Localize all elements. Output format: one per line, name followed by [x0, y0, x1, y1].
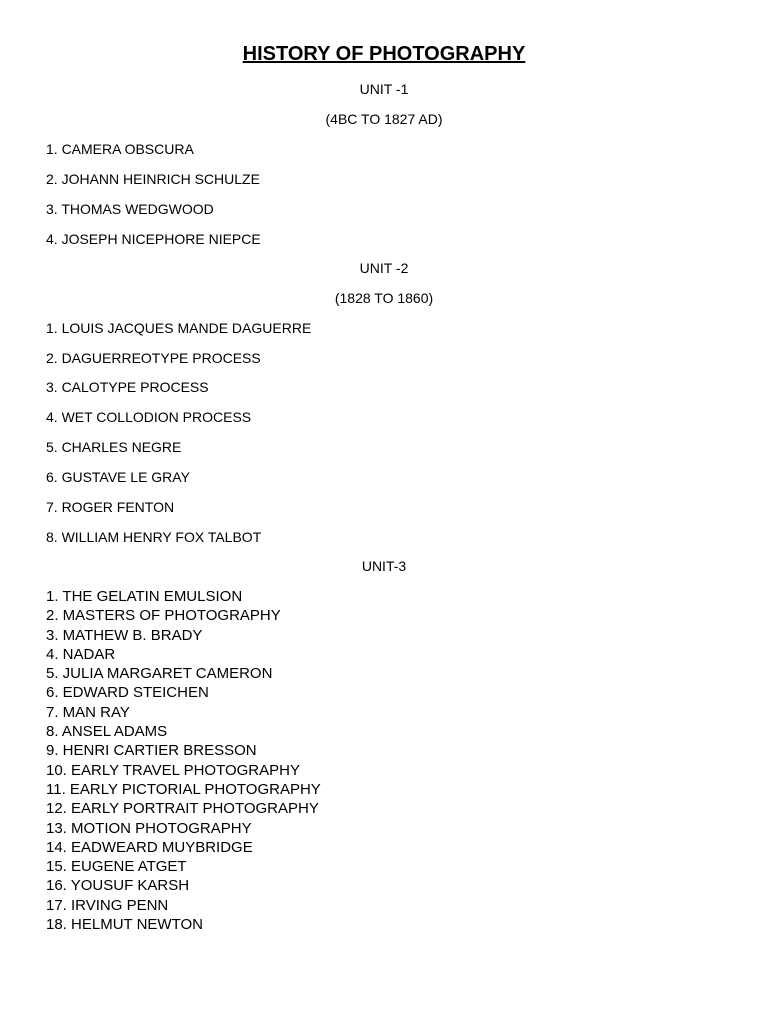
unit3-item: 10. EARLY TRAVEL PHOTOGRAPHY — [46, 761, 300, 779]
unit2-item: 6. GUSTAVE LE GRAY — [46, 469, 190, 485]
unit2-heading: UNIT -2 — [359, 260, 409, 276]
unit3-item: 15. EUGENE ATGET — [46, 858, 187, 876]
unit3-heading: UNIT-3 — [361, 558, 407, 574]
page-title: HISTORY OF PHOTOGRAPHY — [242, 43, 526, 65]
unit2-item: 8. WILLIAM HENRY FOX TALBOT — [46, 529, 262, 545]
unit3-item: 11. EARLY PICTORIAL PHOTOGRAPHY — [46, 780, 321, 798]
unit3-item: 18. HELMUT NEWTON — [46, 916, 203, 934]
unit1-heading: UNIT -1 — [359, 81, 409, 97]
unit1-item: 3. THOMAS WEDGWOOD — [46, 201, 214, 217]
unit3-item: 4. NADAR — [46, 645, 116, 663]
unit3-item: 9. HENRI CARTIER BRESSON — [46, 742, 257, 760]
unit1-item: 1. CAMERA OBSCURA — [46, 141, 194, 157]
unit1-item: 4. JOSEPH NICEPHORE NIEPCE — [46, 231, 261, 247]
unit3-item: 17. IRVING PENN — [46, 896, 169, 914]
unit3-list — [46, 587, 321, 934]
unit2-item: 1. LOUIS JACQUES MANDE DAGUERRE — [46, 320, 312, 336]
unit2-item: 3. CALOTYPE PROCESS — [46, 379, 209, 395]
unit2-period: (1828 TO 1860) — [334, 290, 434, 306]
unit2-item: 7. ROGER FENTON — [46, 499, 175, 515]
unit3-item: 5. JULIA MARGARET CAMERON — [46, 665, 273, 683]
unit3-item: 12. EARLY PORTRAIT PHOTOGRAPHY — [46, 800, 319, 818]
unit3-item: 1. THE GELATIN EMULSION — [46, 588, 243, 605]
unit3-item: 7. MAN RAY — [46, 703, 130, 721]
unit3-item: 6. EDWARD STEICHEN — [46, 684, 209, 702]
unit3-item: 13. MOTION PHOTOGRAPHY — [46, 819, 252, 837]
unit2-item: 2. DAGUERREOTYPE PROCESS — [46, 350, 261, 366]
unit2-item: 5. CHARLES NEGRE — [46, 439, 182, 455]
unit1-item: 2. JOHANN HEINRICH SCHULZE — [46, 171, 260, 187]
unit1-period: (4BC TO 1827 AD) — [325, 111, 443, 127]
unit3-item: 2. MASTERS OF PHOTOGRAPHY — [46, 607, 281, 625]
unit3-item: 8. ANSEL ADAMS — [46, 723, 168, 741]
unit2-item: 4. WET COLLODION PROCESS — [46, 409, 252, 425]
unit3-item: 3. MATHEW B. BRADY — [46, 626, 203, 644]
unit3-item: 16. YOUSUF KARSH — [46, 877, 190, 895]
unit3-item: 14. EADWEARD MUYBRIDGE — [46, 838, 253, 856]
